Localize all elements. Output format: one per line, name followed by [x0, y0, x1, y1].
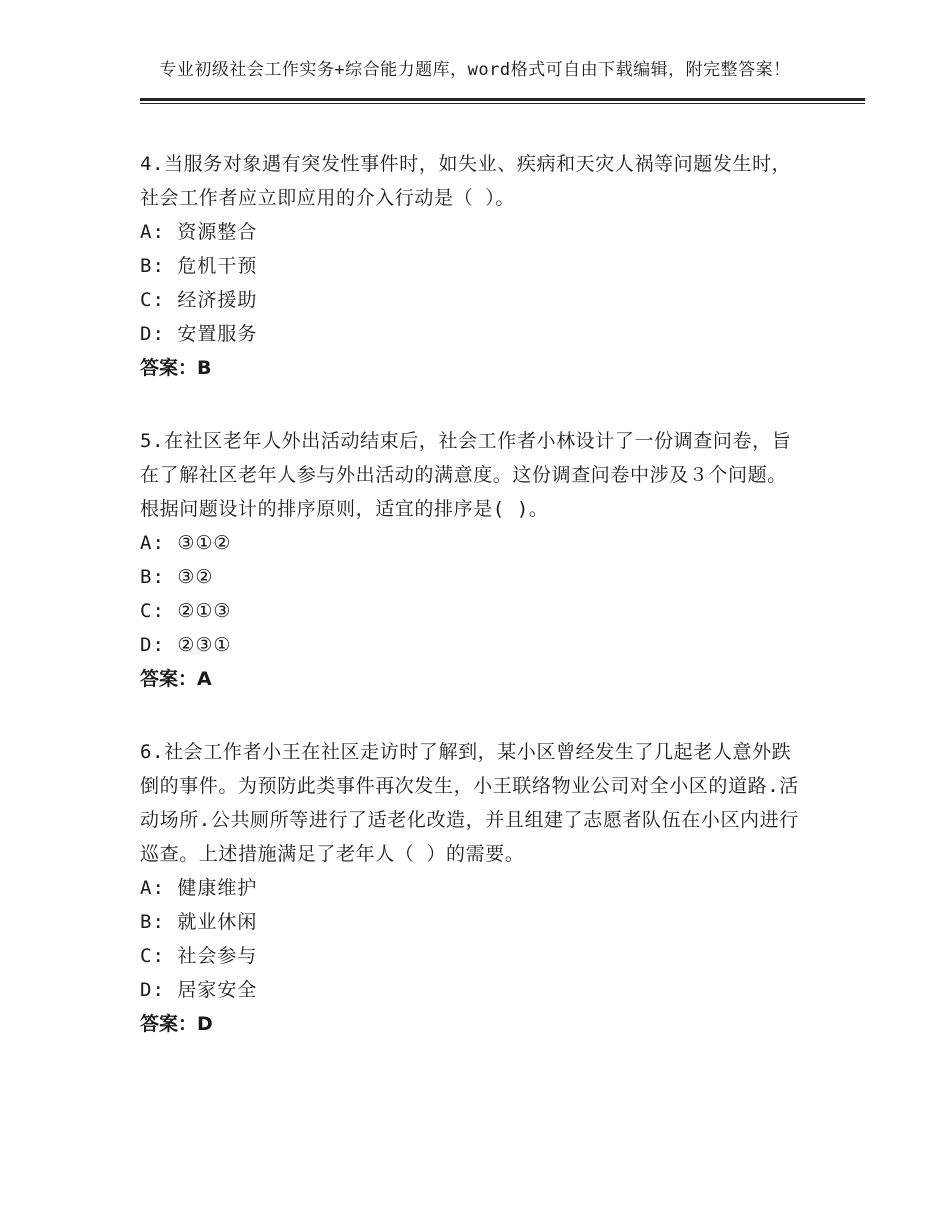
option-c: C: 社会参与	[140, 945, 258, 967]
option-c: C: 经济援助	[140, 289, 258, 311]
header-rule-thick	[140, 98, 865, 101]
question-6	[140, 735, 800, 1041]
option-c: C: ②①③	[140, 600, 232, 622]
question-text: 4.当服务对象遇有突发性事件时，如失业、疾病和天灾人祸等问题发生时，社会工作者应立即应用的介入行动是（ ）。	[140, 153, 792, 209]
option-d: D: ②③①	[140, 634, 232, 656]
option-b: B: 就业休闲	[140, 911, 258, 933]
answer: 答案：B	[140, 357, 212, 379]
option-a: A: ③①②	[140, 532, 232, 554]
question-text: 5.在社区老年人外出活动结束后，社会工作者小林设计了一份调查问卷，旨在了解社区老年人参与外出活动的满意度。这份调查问卷中涉及３个问题。根据问题设计的排序原则，适宜的排序是( )。	[140, 430, 792, 520]
option-b: B: 危机干预	[140, 255, 258, 277]
question-5	[140, 424, 800, 696]
question-text: 6.社会工作者小王在社区走访时了解到，某小区曾经发生了几起老人意外跌倒的事件。为预防此类事件再次发生，小王联络物业公司对全小区的道路.活动场所.公共厕所等进行了适老化改造，并且组建了志愿者队伍在小区内进行巡查。上述措施满足了老年人（ ）的需要。	[140, 741, 799, 865]
question-4	[140, 147, 800, 385]
option-a: A: 健康维护	[140, 877, 258, 899]
header-rule-thin	[140, 103, 865, 104]
option-a: A: 资源整合	[140, 221, 258, 243]
answer: 答案：D	[140, 1013, 213, 1035]
option-b: B: ③②	[140, 566, 214, 588]
option-d: D: 居家安全	[140, 979, 258, 1001]
option-d: D: 安置服务	[140, 323, 258, 345]
question-list	[140, 147, 800, 1080]
answer: 答案：A	[140, 668, 212, 690]
page-header: 专业初级社会工作实务+综合能力题库，word格式可自由下载编辑，附完整答案！	[159, 60, 791, 80]
